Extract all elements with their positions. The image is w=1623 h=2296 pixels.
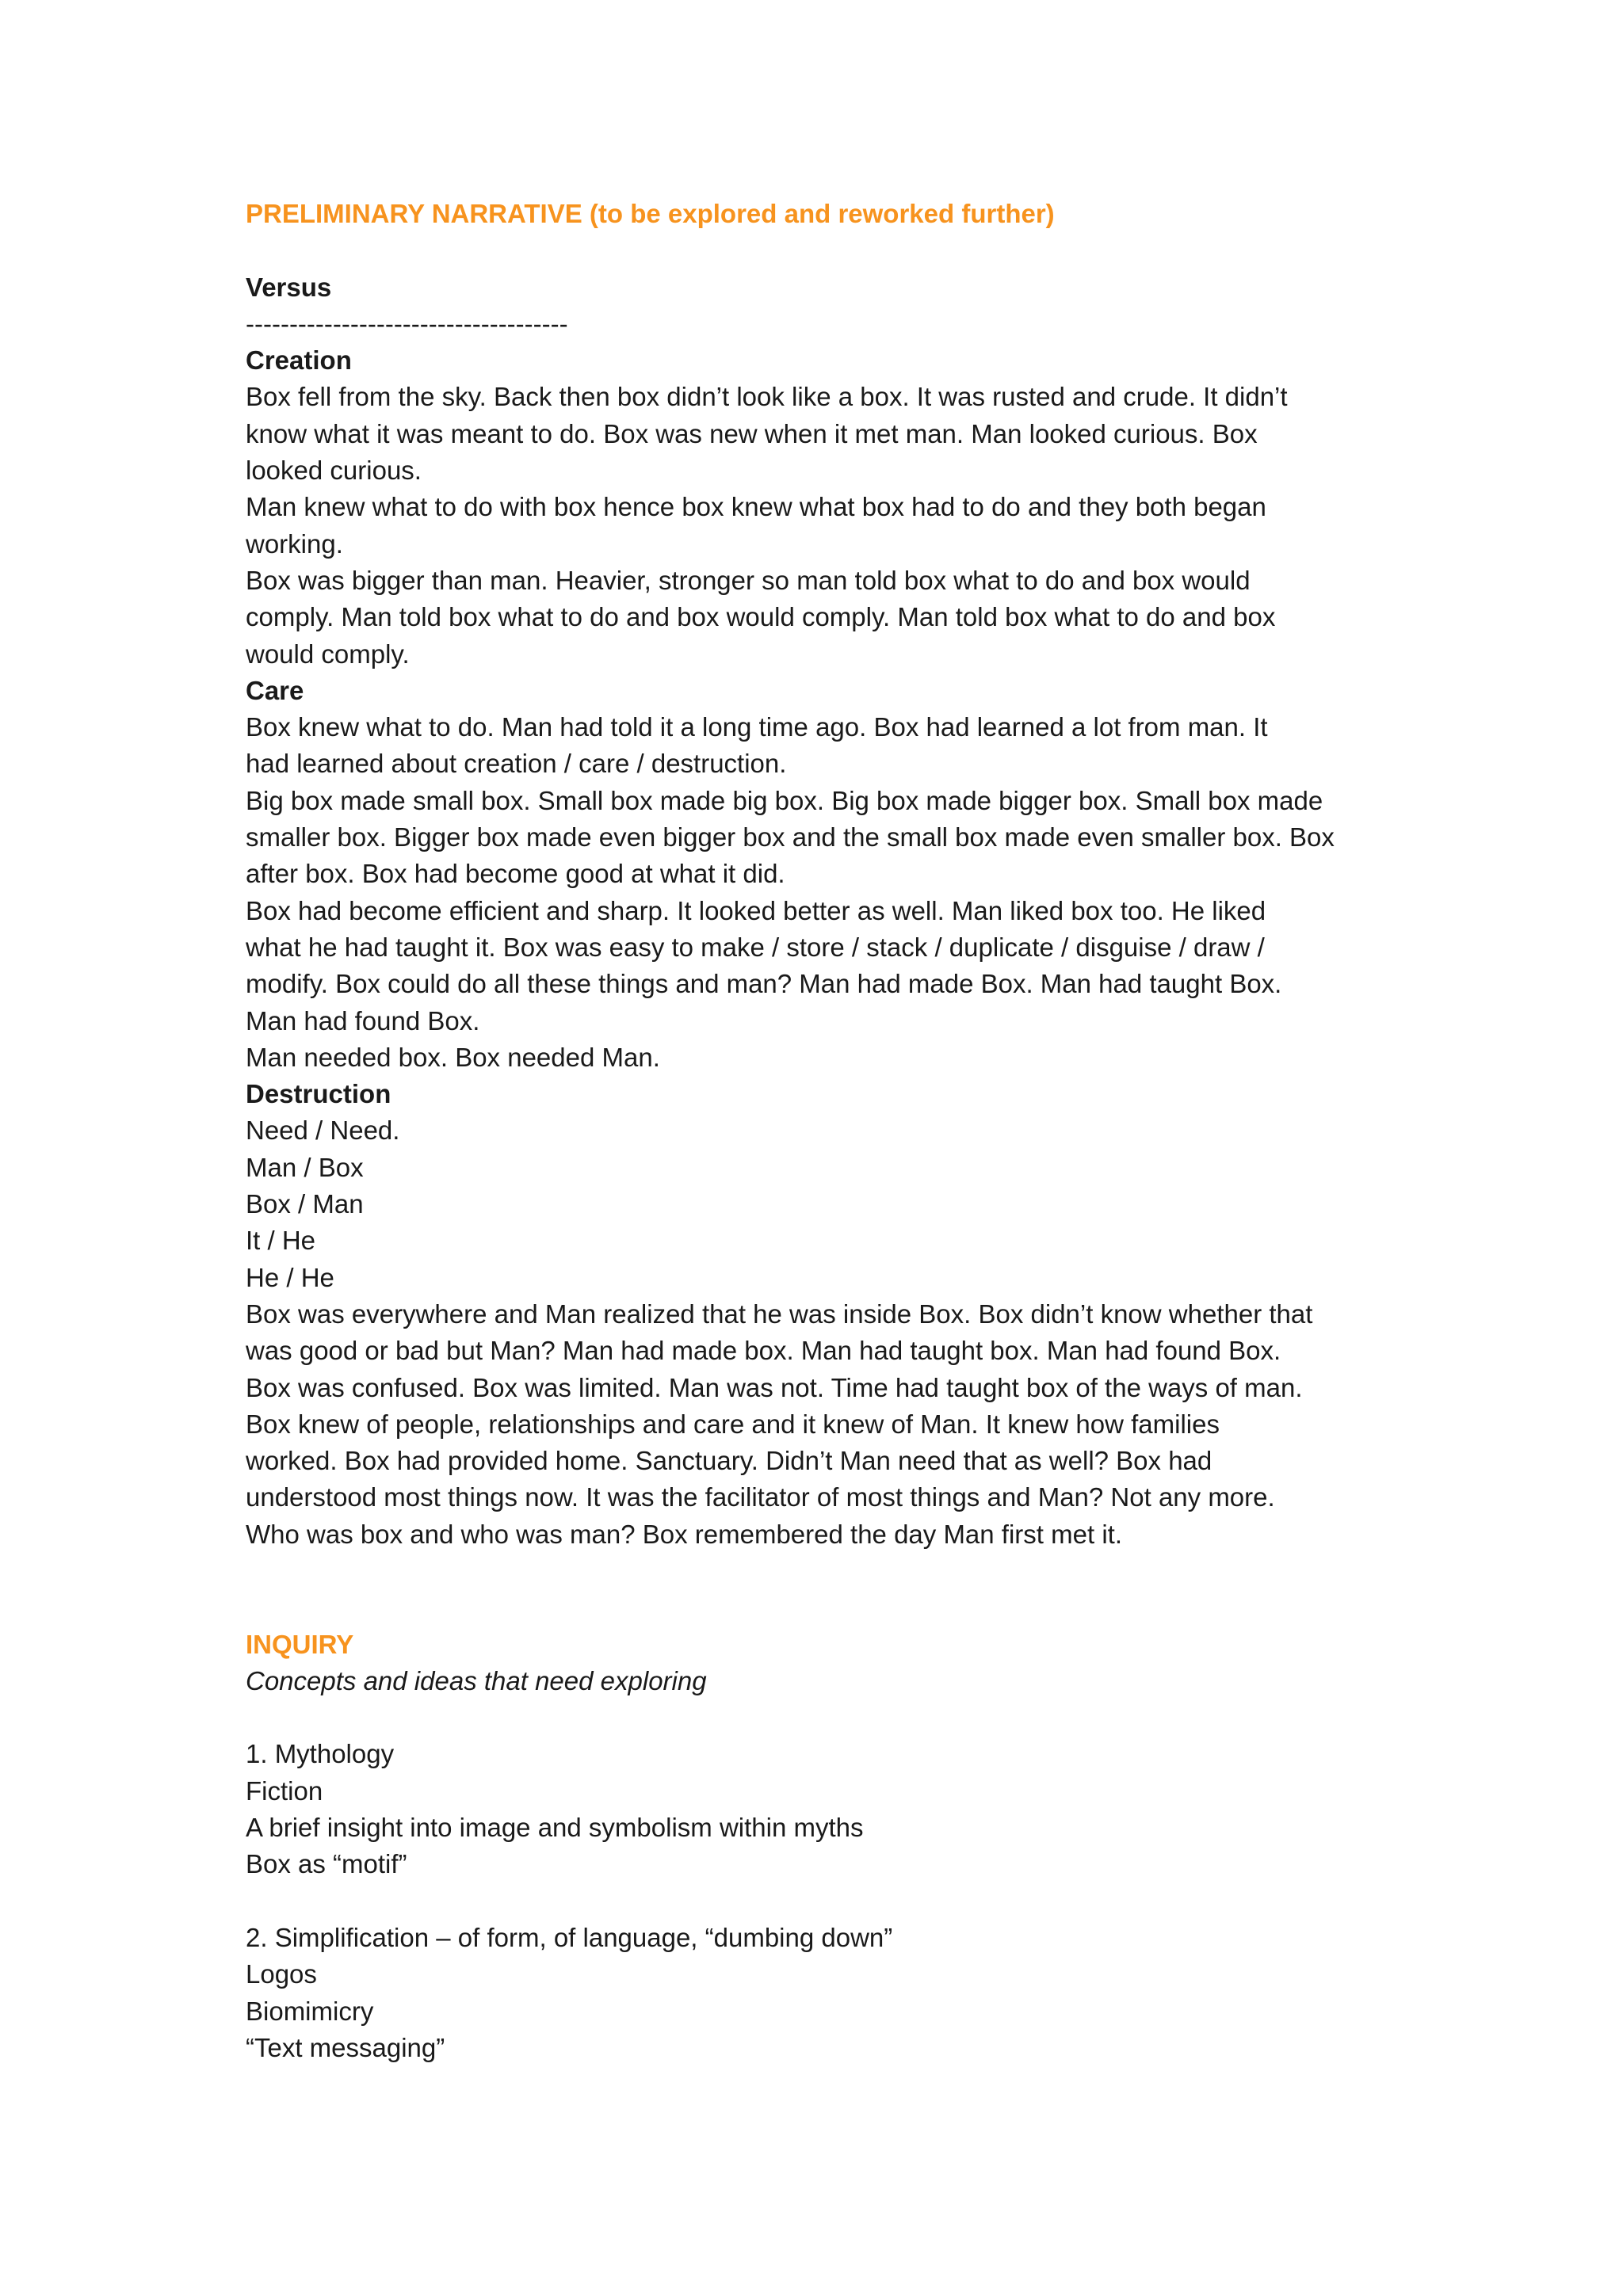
text-line: working. xyxy=(246,528,343,559)
text-line: Box was bigger than man. Heavier, stronger so man told box what to do and box would xyxy=(246,565,1251,595)
text-line: ------------------------------------- xyxy=(246,308,568,338)
text-line: Biomimicry xyxy=(246,1996,374,2026)
text-line: looked curious. xyxy=(246,456,422,486)
text-line: 2. Simplification – of form, of language, “dumbing down” xyxy=(246,1922,893,1952)
blank-line xyxy=(246,232,1387,269)
text-line: know what it was meant to do. Box was new when it met man. Man looked curious. Box xyxy=(246,418,1258,448)
blank-line xyxy=(246,1699,1387,1736)
text-line: Man had found Box. xyxy=(246,1005,480,1035)
text-line: Logos xyxy=(246,1959,317,1989)
subsection-heading: Care xyxy=(246,675,304,705)
text-line: comply. Man told box what to do and box would comply. Man told box what to do and box xyxy=(246,602,1276,632)
text-line: Man / Box xyxy=(246,1152,364,1182)
text-line: Big box made small box. Small box made big box. Big box made bigger box. Small box made xyxy=(246,785,1323,815)
text-line: Fiction xyxy=(246,1775,323,1806)
text-line: Man knew what to do with box hence box knew what box had to do and they both began xyxy=(246,492,1266,522)
text-line: modify. Box could do all these things and man? Man had made Box. Man had taught Box. xyxy=(246,969,1282,999)
blank-line xyxy=(246,1553,1387,1589)
section-heading: INQUIRY xyxy=(246,1629,354,1659)
text-line: Box knew what to do. Man had told it a long time ago. Box had learned a lot from man. It xyxy=(246,712,1268,742)
text-line: Box had become efficient and sharp. It looked better as well. Man liked box too. He liked xyxy=(246,895,1266,925)
subsection-heading: Versus xyxy=(246,272,332,302)
text-line: Box fell from the sky. Back then box didn’t look like a box. It was rusted and crude. It didn’t xyxy=(246,382,1288,412)
blank-line xyxy=(246,1589,1387,1626)
text-line: after box. Box had become good at what it did. xyxy=(246,859,785,889)
text-line: 1. Mythology xyxy=(246,1739,395,1769)
text-line: what he had taught it. Box was easy to make / store / stack / duplicate / disguise / draw / xyxy=(246,932,1265,962)
text-line: Box / Man xyxy=(246,1189,364,1219)
section-heading: PRELIMINARY NARRATIVE (to be explored and reworked further) xyxy=(246,199,1055,228)
text-line: had learned about creation / care / destruction. xyxy=(246,749,787,779)
text-line: He / He xyxy=(246,1262,334,1292)
text-line: Who was box and who was man? Box remembered the day Man first met it. xyxy=(246,1519,1122,1549)
text-line: Box knew of people, relationships and care and it knew of Man. It knew how families xyxy=(246,1409,1220,1439)
text-line: Man needed box. Box needed Man. xyxy=(246,1042,660,1072)
subsection-heading: Creation xyxy=(246,345,352,376)
text-line: It / He xyxy=(246,1226,316,1256)
blank-line xyxy=(246,1883,1387,1920)
subsection-heading: Destruction xyxy=(246,1079,391,1109)
text-line: A brief insight into image and symbolism within myths xyxy=(246,1813,864,1843)
text-line: Box as “motif” xyxy=(246,1849,407,1879)
section-subtitle: Concepts and ideas that need exploring xyxy=(246,1665,707,1695)
text-line: smaller box. Bigger box made even bigger box and the small box made even smaller box. Box xyxy=(246,822,1335,852)
document-body xyxy=(246,196,1387,2066)
text-line: “Text messaging” xyxy=(246,2032,445,2062)
text-line: Need / Need. xyxy=(246,1116,400,1146)
text-line: worked. Box had provided home. Sanctuary. Didn’t Man need that as well? Box had xyxy=(246,1446,1212,1476)
text-line: would comply. xyxy=(246,639,410,669)
text-line: understood most things now. It was the facilitator of most things and Man? Not any more. xyxy=(246,1482,1275,1512)
text-line: was good or bad but Man? Man had made box. Man had taught box. Man had found Box. xyxy=(246,1336,1281,1366)
text-line: Box was everywhere and Man realized that he was inside Box. Box didn’t know whether that xyxy=(246,1299,1313,1329)
text-line: Box was confused. Box was limited. Man was not. Time had taught box of the ways of man. xyxy=(246,1372,1303,1402)
